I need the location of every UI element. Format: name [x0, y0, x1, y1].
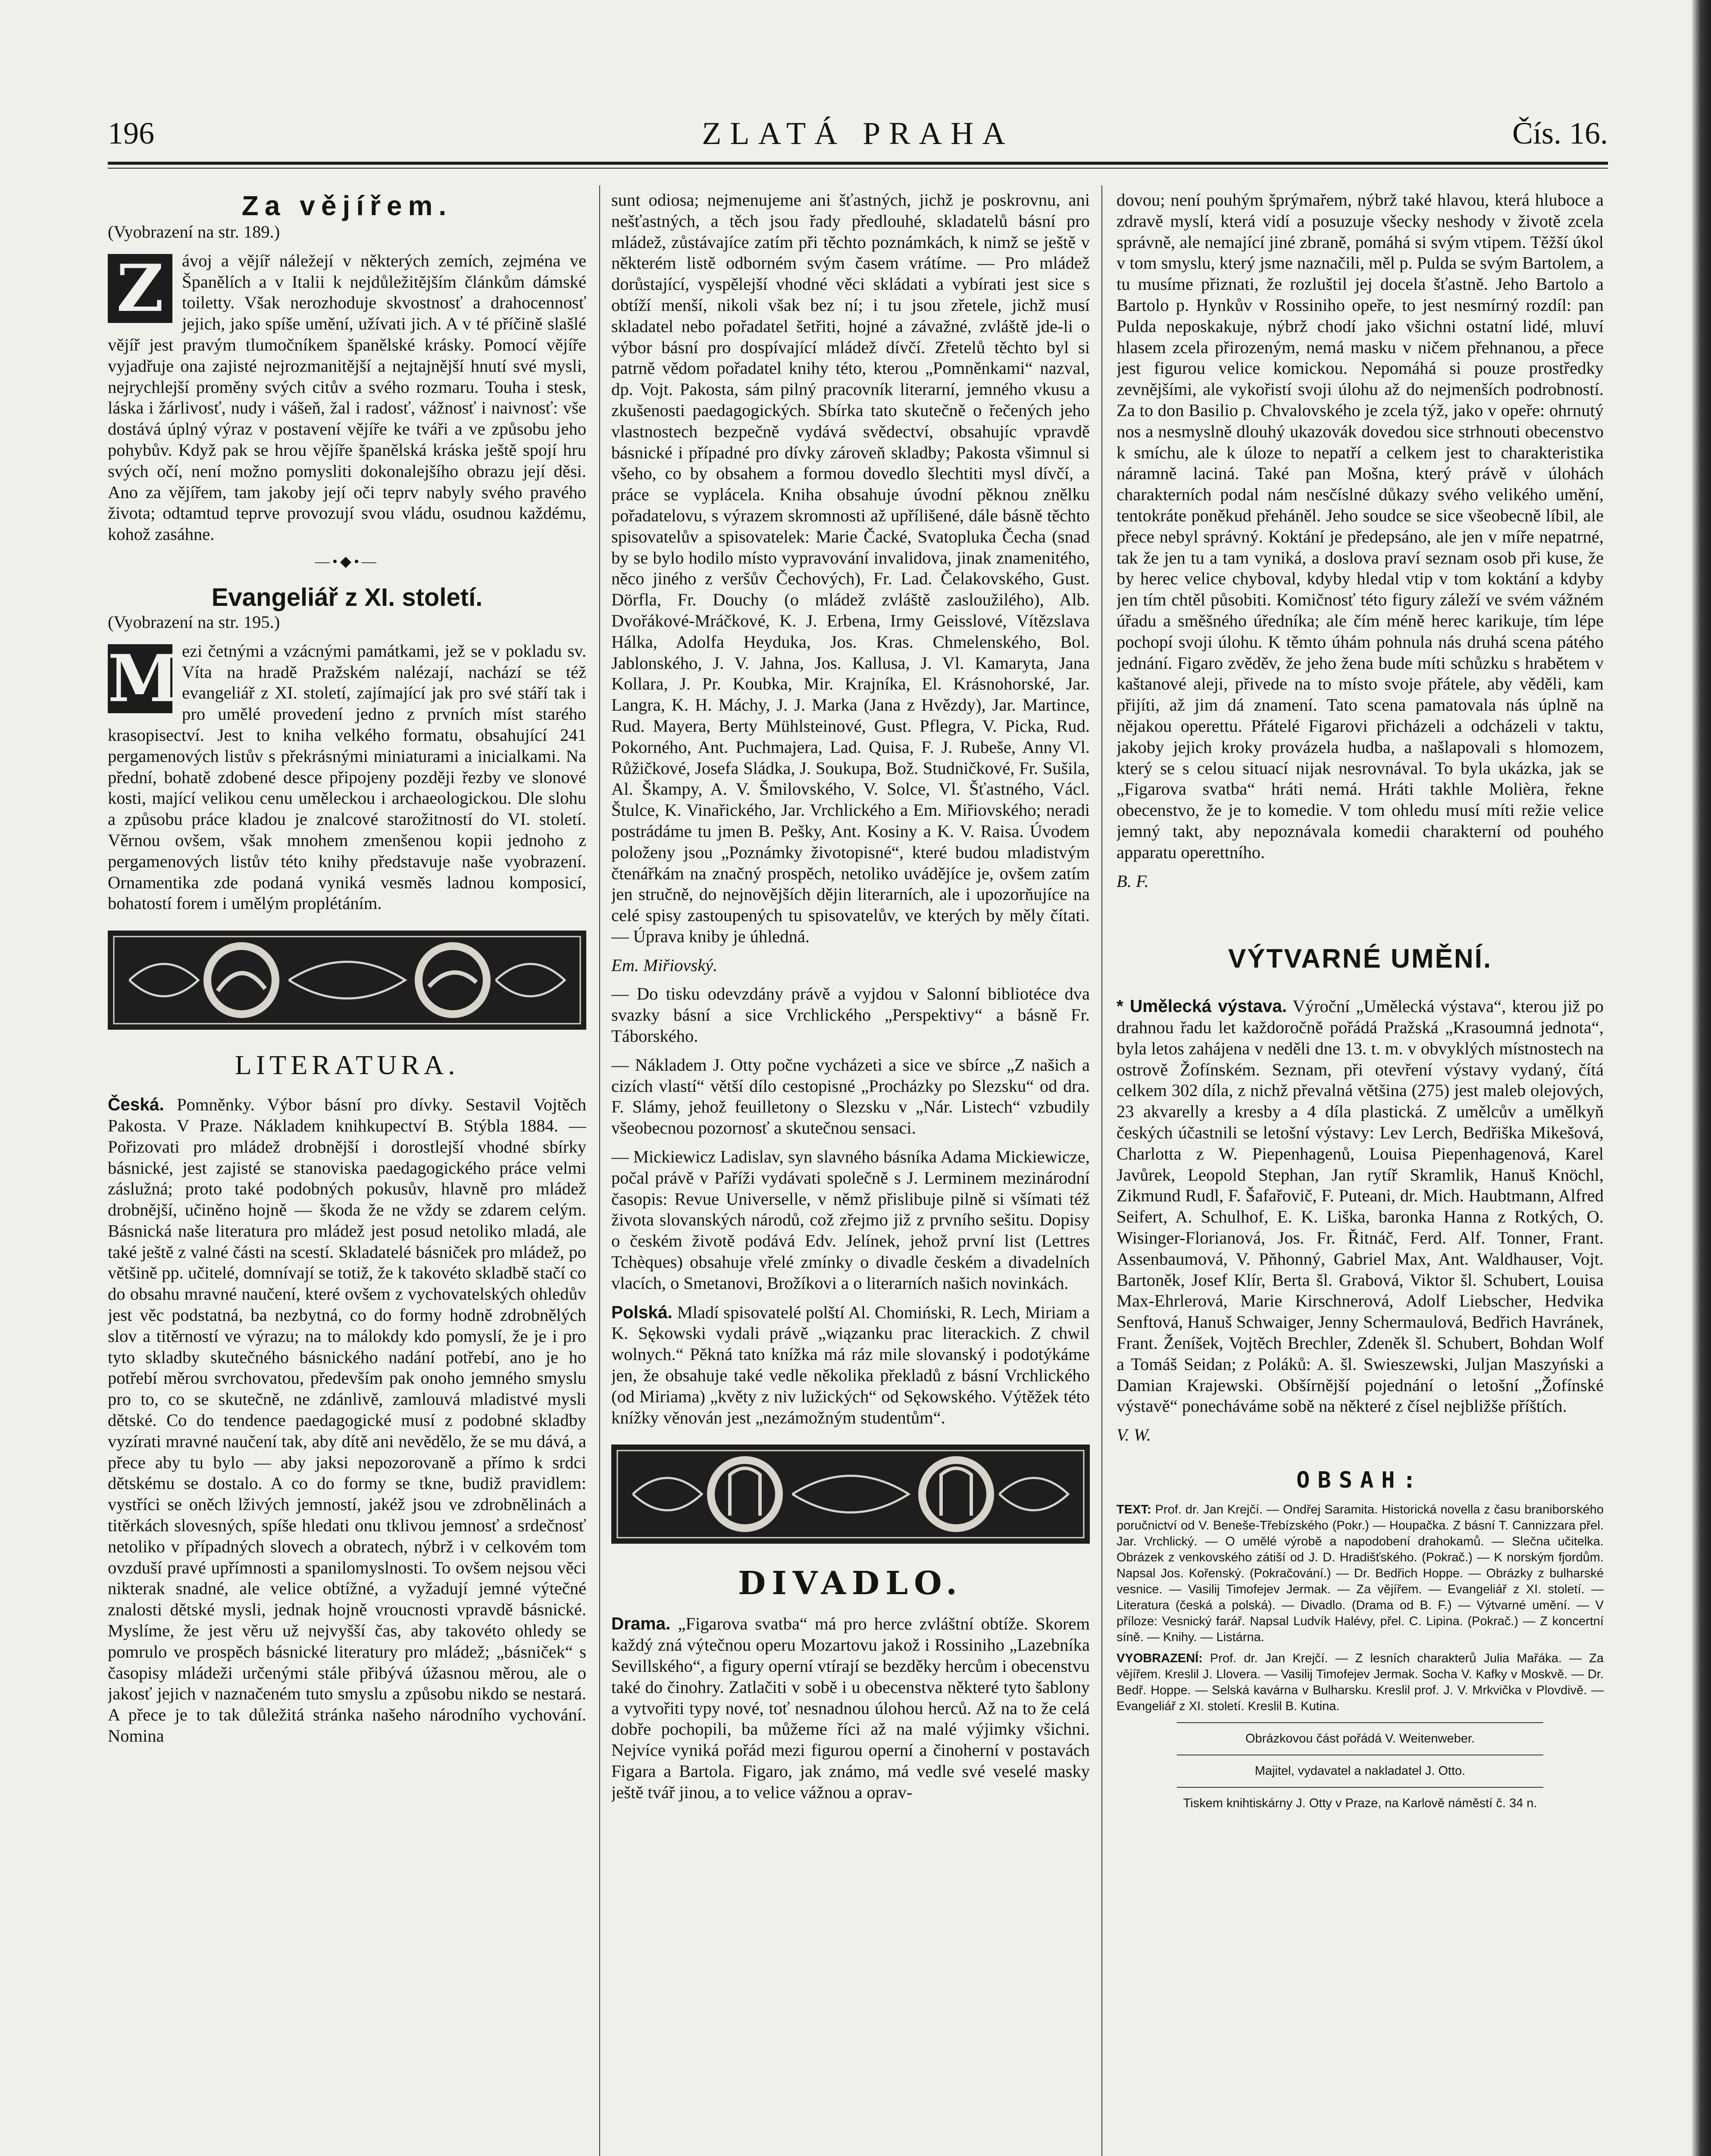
article-text: dovou; není pouhým šprýmařem, nýbrž také hlavou, která hluboce a zdravě myslí, která vidí a posuzuje všecky neshody v životě zcela správně, ale nemající jiné zbraně, pomáhá si svým vtipem. Těžší úkol v tom smyslu, který jsme naznačili, měl p. Pulda se svým Bartolem, a tu musíme přiznati, že rozluštil jej docela šťastně. Jeho Bartolo a Bartolo p. Hynkův v Rossiniho opeře, to jest nesmírný rozdíl: pan Pulda neposkakuje, nýbrž chodí jako všichni ostatní lidé, mluví hlasem zcela přirozeným, nemá masku v ničem přehnanou, a přece jest figurou velice komickou. Nepomáhá si pouze prostředky zevnějšími, ale vykořistí svoji úlohu až do nejmenších podrobností. Za to don Basilio p. Chvalovského je zcela týž, jako v opeře: ohrnutý nos a nesmyslně dlouhý ukazovák dovedou sice strhnouti obecenstvo k smíchu, ale k úloze to nepatří a celkem jest to charakteristika náramně laciná. Také pan Mošna, který právě v úlohách charakterních podal nám nesčíslné důkazy svého velikého umění, tentokráte poněkud přeháněl. Jeho soudce se sice všeobecně líbil, ale přece nebyl správný. Koktání je předepsáno, ale jen v míře nepatrné, tak že jen tu a tam vyniká, a doslova praví seznam osob při kuse, že by herec velice chyboval, kdyby hledal vtip v tom koktání a kdyby jen tím chtěl působiti. Komičnosť této figury záleží ve svém vážném úřadu a směšného úředníka; ale čím méně herec karikuje, tím lépe pochopí svoji úlohu. K těmto úhám pohnula nás druhá scena pátého jednání. Figaro zvěděv, že jeho žena bude míti schůzku s hrabětem v kaštanové aleji, přivede na to místo svoje přátele, aby věděli, kam přijíti, až jim dá znamení. Tato scena pamatovala nás úplně na nějakou operettu. Přátelé Figarovi přicházeli a odcházeli v taktu, jakoby jejich kroky provázela hudba, a našlapovali s hlomozem, který se s celou situací nijak nesrovnával. To byla ukázka, jak se „Figarova svatba“ hráti nemá. Hráti takhle Molièra, řekne obecenstvo, že je to komedie. V tom ohledu musí míti režie velice jemný takt, aby nepoznávala komedii charakterní od pouhého apparatu operettního. [1117, 190, 1604, 862]
header-rule-thick [108, 162, 1608, 165]
section-heading-vytvarne-umeni: VÝTVARNÉ UMĚNÍ. [1228, 944, 1492, 974]
imprint-printer: Tiskem knihtiskárny J. Otty v Praze, na Karlově náměstí č. 34 n. [1183, 1796, 1537, 1811]
article-text: sunt odiosa; nejmenujeme ani šťastných, jichž je poskrovnu, ani nešťastných, a těch jsou řady předlouhé, skladatelů básní pro mládež, zůstávajíce zatím při těchto poznámkách, k nimž se ještě v některém listě odborném svým časem vrátíme. — Pro mládež dorůstající, vyspělejší vhodné věci skládati a vybírati jest sice s obtíží menší, nikoli však bez ní; i tu jsou zřetele, jichž musí skladatel nebo pořadatel šetřiti, hojné a závažné, zvláště jde-li o výbor básní pro dospívající mládež dívčí. Zřetelů těchto byl si patrně vědom pořadatel knihy této, kterou „Pomněnkami“ nazval, dp. Vojt. Pakosta, sám pilný pracovník literarní, jemného vkusu a zkušenosti paedagogických. Sbírka tato skutečně o řečených jeho vlastnostech bezpečně vydává svědectví, obsahujíc vpravdě básnické i případné pro dívky zároveň skladby; Pakosta všimnul si všeho, co by obsahem a formou dovedlo šlechtiti mysl dívčí, a práce se vyplácela. Kniha obsahuje úvodní pěknou znělku pořadatelovu, s výrazem skromnosti až upřílišené, dále básně těchto spisovatelův a spisovatelek: Marie Čacké, Svatopluka Čecha (snad by se bylo hodilo místo vypravování invalidova, jinak znamenitého, něco jiného z veršův Čechových), Fr. Lad. Čelakovského, Gust. Dörfla, Fr. Douchy (o mládež zvláště zasloužilého), Alb. Dvořákové-Mráčkové, K. J. Erbena, Irmy Geisslové, Vítězslava Hálka, Adolfa Heyduka, Jos. Kras. Chmelenského, Bol. Jablonského, J. V. Jahna, Jos. Kallusa, J. Vl. Kamaryta, Jana Kollara, J. Pr. Koubka, Mir. Krajníka, El. Krásnohorské, Jar. Langra, K. H. Máchy, J. J. Marka (Jana z Hvězdy), Jar. Martince, Rud. Mayera, Berty Mühlsteinové, Gust. Pflegra, V. Picka, Rud. Pokorného, Ant. Puchmajera, Lad. Quisa, F. J. Rubeše, Anny Vl. Růžičkové, Josefa Sládka, J. Soukupa, Bož. Studničkové, Fr. Sušila, Al. Škampy, A. V. Šmilovského, V. Solce, Vl. Šťastného, Václ. Štulce, K. Vinařického, Jar. Vrchlického a Em. Miřiovského; neradi postrádáme tu jmen B. Pešky, Ant. Kosiny a K. V. Raisa. Úvodem položeny jsou „Poznámky životopisné“, které budou mladistvým čtenářkám na značný prospěch, netoliko uvádějíce je, ovšem zatím jen stručně, do nejnovějších dějin literarních, ale i upozorňujíce na celé spisy zastoupených tu spisovatelův, ve kterých by měly čítati. — Úprava kniby je úhledná. [611, 190, 1090, 946]
signature: V. W. [1117, 1425, 1151, 1445]
article-body [108, 641, 586, 914]
column-3 [1117, 190, 1604, 2156]
contents-heading: OBSAH: [1296, 1467, 1424, 1494]
article-text: — Mickiewicz Ladislav, syn slavného básníka Adama Mickiewicze, počal právě v Paříži vydávati společně s J. Lerminem mezinárodní časopis: Revue Universelle, v němž přislibuje pilně si všímati též života slovanských národů, což zřejmo již z prvního sešitu. Dopisy o českém životě podává Edv. Jelínek, jehož první list (Lettres Tchèques) obsahuje vřelé zmínky o divadle českém a divadelních vlacích, o Smetanovi, Brožíkovi a o literarních našich novinkách. [611, 1147, 1090, 1293]
article-subtitle: (Vyobrazení na str. 195.) [108, 612, 280, 632]
ornamental-banner-lyre-icon [611, 1445, 1090, 1544]
article-body [108, 251, 586, 545]
contents-text [1117, 1502, 1604, 1645]
article-body [611, 1302, 1090, 1429]
illustrations-label: VYOBRAZENÍ: [1117, 1651, 1203, 1666]
running-header [108, 116, 1608, 159]
column-2 [611, 190, 1090, 2156]
page-number: 196 [108, 116, 154, 150]
page-edge-shadow [1692, 0, 1711, 2156]
divider [1177, 1722, 1543, 1723]
article-text: Pomněnky. Výbor básní pro dívky. Sestavil Vojtěch Pakosta. V Praze. Nákladem knihkupectví B. Stýbla 1884. — Pořizovati pro mládež drobnější i dorostlejší vhodné sbírky básnické, jest zajisté se stanoviska paedagogického práce velmi záslužná; proto také podobných pokusův, hlavně pro mládež drobnější, učiněno hojně — škoda že ne vždy se zdarem celým. Básnická naše literatura pro mládež jest posud netoliko mladá, ale také ještě z valné části na scestí. Skladatelé básniček pro mládež, po většině pp. učitelé, domnívají se totiž, že k takovéto skladbě stačí co do obsahu mravné naučení, které ovšem z vychovatelských ohledův jest věc podstatná, ba nezbytná, co do formy hodně zdrobnělých slov a titěrností ve výrazu; na to málokdy kdo pomyslí, že je i pro tyto skladby skutečného básnického nadání potřebí, ano je ho potřebí měrou svrchovatou, především pak onoho jemného smyslu pro to, co se skutečně, ne zdánlivě, zamlouvá mladistvé mysli dětské. Co do tendence paedagogické musí z podobné skladby vyzírati mravné naučení tak, aby dítě ani nevědělo, že se mu dává, a přece aby tu bylo — aby jaksi nepozorovaně a přímo k srdci dětskému se dostalo. A co do formy se tkne, budiž pravidlem: vystříci se oněch lživých jemností, jakéž jsou ve zdrobnělinách a titěrkách slovesných, spíše hledati onu tklivou jemnosť a srdečnosť netoliko v případných slovech a obratech, nýbrž i v celkovém tom ovzduší pravé upřímnosti a spanilomyslnosti. To ovšem nejsou věci nikterak snadné, ale velice obtížné, a vyžadují jemné výtečné znalosti dětské mysli, jednak hojně vroucnosti vpravdě básnické. Myslíme, že jest věru už nejvyšší čas, aby takovéto ohledy se pomrulo ve prospěch básnické literatury pro mládež; „básniček“ s časopisy mládeži určenými stále přibývá úžasnou měrou, ale o jakosť jejich v naznačeném tuto smyslu a způsobu nikdo se nestará. A přece je to tak důležitá stránka našeho národního vychování. Nomina [108, 1095, 586, 1746]
ornament-divider: —•◆•— [315, 553, 379, 570]
decorated-initial-z: Z [108, 254, 172, 323]
section-heading-divadlo: DIVADLO. [738, 1565, 963, 1602]
contents-label: TEXT: [1117, 1503, 1151, 1517]
divider [1177, 1787, 1543, 1788]
header-rule-thin [108, 168, 1608, 169]
imprint-publisher: Majitel, vydavatel a nakladatel J. Otto. [1254, 1764, 1466, 1778]
article-text: Výroční „Umělecká výstava“, kterou již po drahnou řadu let každoročně pořádá Pražská „Krasoumná jednota“, byla letos zahájena v neděli dne 13. t. m. v obvyklých místnostech na ostrově Žofínském. Seznam, při otevření výstavy vydaný, čítá celkem 302 díla, z nichž převalná většina (275) jest maleb olejových, 23 akvarelly a kresby a 4 díla plastická. Z umělcův a umělkyň českých účastnili se letošní výstavy: Lev Lerch, Bedřiška Mikešová, Charlotta z W. Piepenhagenů, Louisa Piepenhagenová, Karel Javůrek, Leopold Stephan, Jan rytíř Skramlik, Hanuš Knöchl, Zikmund Rudl, F. Šafařovič, F. Puteani, dr. Mich. Haubtmann, Alfred Seifert, A. Schulhof, E. K. Liška, baronka Hanna z Rotkých, O. Wisinger-Florianová, Jos. Fr. Řitnáč, Ferd. Alf. Tonner, Frant. Assenbaumová, V. Pňhonný, Gabriel Max, Ant. Waldhauser, Vojt. Bartoněk, Josef Klír, Berta šl. Grabová, Viktor šl. Schubert, Louisa Max-Ehrlerová, Marie Kirschnerová, Adolf Liebscher, Hedvika Senftová, Hanuš Schwaiger, Jenny Schermaulová, Bedřich Havránek, Frant. Ženíšek, Vojtěch Brechler, Zdeněk šl. Schubert, Bohdan Wolf a Tomáš Seidan; z Poláků: A. šl. Swieszewski, Juljan Maszyński a Damian Krajewski. Obšírnější pojednání o letošní „Žofínské výstavě“ ponecháváme sobě na některé z čísel nejbližše příštích. [1117, 997, 1604, 1416]
article-title-za-vejirem: Za vějířem. [241, 190, 453, 221]
article-body [611, 1613, 1090, 1803]
journal-title: ZLATÁ PRAHA [702, 116, 1014, 151]
signature: Em. Miřiovský. [611, 955, 718, 975]
decorated-initial-m: M [108, 640, 180, 717]
article-text: ezi četnými a vzácnými památkami, jež se v pokladu sv. Víta na hradě Pražském nalézají, nachází se též evangeliář z XI. století, zajímající jak pro své stáří tak i pro umělé provedení jedno z prvních míst starého krasopisectví. Jest to kniha velkého formatu, obsahující 241 pergamenových listův s překrásnými miniaturami a inicialkami. Na přední, bohatě zdobené desce připojeny později řezby ve slonové kosti, mající velikou cenu uměleckou i archaeologickou. Dle slohu a způsobu práce kladou je znalcové starožitností do VI. století. Věrnou ovšem, však mnohem zmenšenou kopii jednoho z pergamenových listův této knihy představuje naše vyobrazení. Ornamentika zde podaná vyniká vesměs ladnou komposicí, bohatostí forem i umělým proplétáním. [108, 641, 586, 913]
article-text: — Nákladem J. Otty počne vycházeti a sice ve sbírce „Z našich a cizích vlastí“ větší dílo cestopisné „Procházky po Slezsku“ od dra. F. Slámy, jehož feuilletony o Slezsku v „Nár. Listech“ vzbudily všeobecnou pozornosť a skutečnou sensaci. [611, 1055, 1090, 1138]
lead-word: Česká. [108, 1094, 164, 1115]
column-divider [599, 185, 600, 2156]
article-text: — Do tisku odevzdány právě a vyjdou v Salonní bibliotéce dva svazky básní a sice Vrchlického „Perspektivy“ a básně Fr. Táborského. [611, 984, 1090, 1046]
contents-illustrations [1117, 1651, 1604, 1714]
column-divider [1101, 185, 1102, 2156]
signature: B. F. [1117, 871, 1149, 891]
contents-block [1117, 1502, 1604, 1811]
illustrations-list: Prof. dr. Jan Krejčí. — Z lesních charakterů Julia Mařáka. — Za vějířem. Kreslil J. Llovera. — Vasilij Timofejev Jermak. Socha V. Kafky v Moskvě. — Dr. Bedř. Hoppe. — Selská kavárna v Bulharsku. Kreslil prof. J. V. Mrkvička v Plovdivě. — Evangeliář z XI. století. Kreslil B. Kutina. [1117, 1651, 1604, 1714]
issue-number: Čís. 16. [1512, 116, 1608, 150]
article-text: ávoj a vějíř náležejí v některých zemích, zejména ve Španělích a v Italii k nejdůležitějším článkům dámské toiletty. Však nerozhoduje skvostnosť a drahocennosť jejich, jako spíše umění, užívati jich. A v té příčině slašlé vějíř jest pravým tlumočníkem španělské krásky. Pomocí vějíře vyjadřuje ona zajisté nejrozmanitější a nejtajnější hnutí své mysli, nejrychlejší proměny svých citův a svého rozmaru. Touha i stesk, láska i žárlivosť, nudy i vášeň, žal i radosť, vážnosť i naivnosť: vše dostává úplný výraz v postavení vějíře ke tváři a ve způsobu jeho pohybův. Když pak se hrou vějíře španělská kráska ještě spojí hru svých očí, není možno pomysliti dokonalejšího obrazu její děsi. Ano za vějířem, tam jakoby její oči teprv nabyly svého pravého života; odtamtud teprve provozují svou vládu, osudnou každému, kohož zasáhne. [108, 251, 586, 544]
lead-word: Drama. [611, 1614, 671, 1634]
imprint-editor: Obrázkovou část pořádá V. Weitenweber. [1245, 1732, 1475, 1746]
section-heading-literatura: LITERATURA. [235, 1050, 460, 1081]
ornamental-banner-icon [108, 931, 586, 1030]
contents-list: Prof. dr. Jan Krejčí. — Ondřej Saramita. Historická novella z času braniborského poručnictví od V. Beneše-Třebízského (Pokr.) — Houpačka. Z básní T. Cannizzara přel. Jar. Vrchlický. — O umělé výrobě a napodobení drahokamů. — Slečna učitelka. Obrázek z venkovského zátiší od J. D. Hradišťského. (Pokrač.) — K norským fjordům. Napsal Jos. Kořenský. (Pokračování.) — Dr. Bedřich Hoppe. — Obrázky z bulharské vesnice. — Vasilij Timofejev Jermak. — Za vějířem. — Evangeliář z XI. století. — Literatura (česká a polská). — Divadlo. (Drama od B. F.) — Výtvarné umění. — V příloze: Vesnický farář. Napsal Ludvík Halévy, přel. C. Lipina. (Pokrač.) — Z koncertní síně. — Knihy. — Listárna. [1117, 1503, 1604, 1645]
article-text: Mladí spisovatelé polští Al. Chomiński, R. Lech, Miriam a K. Sękowski vydali právě „wiązanku prac literackich. Z chwil wolnych.“ Pěkná tato knížka má ráz mile slovanský i podotýkáme jen, že obsahuje také vedle několika překladů z básní Vrchlického (od Miriama) „květy z niv lužických“ od Sękowského. Výtěžek této knížky věnován jest „nezámožným studentům“. [611, 1302, 1090, 1427]
article-title-evangeliar: Evangeliář z XI. století. [211, 583, 483, 611]
article-body [1117, 996, 1604, 1417]
lead-word: * Umělecká výstava. [1117, 996, 1287, 1016]
article-text: „Figarova svatba“ má pro herce zvláštní obtíže. Skorem každý zná výtečnou operu Mozartovu jakož i Rossiniho „Lazebníka Sevillského“, a figury operní vtírají se bezděky hercům i obecenstvu také do činohry. Zatlačiti v sobě i u obecenstva některé tyto šablony a vytvořiti typy nové, toť nesnadnou úlohou herců. Až na to že celá dobře pochopili, ba můžeme říci až na malé výjimky všichni. Nejvíce vyniká pořád mezi figurou operní a činoherní v postavách Figara a Bartola. Figaro, jak známo, má vedle své veselé masky ještě tvář jinou, a to velice vážnou a oprav- [611, 1614, 1090, 1802]
lead-word: Polská. [611, 1302, 673, 1322]
column-1 [108, 190, 586, 2156]
article-subtitle: (Vyobrazení na str. 189.) [108, 222, 280, 241]
article-body [108, 1094, 586, 1747]
